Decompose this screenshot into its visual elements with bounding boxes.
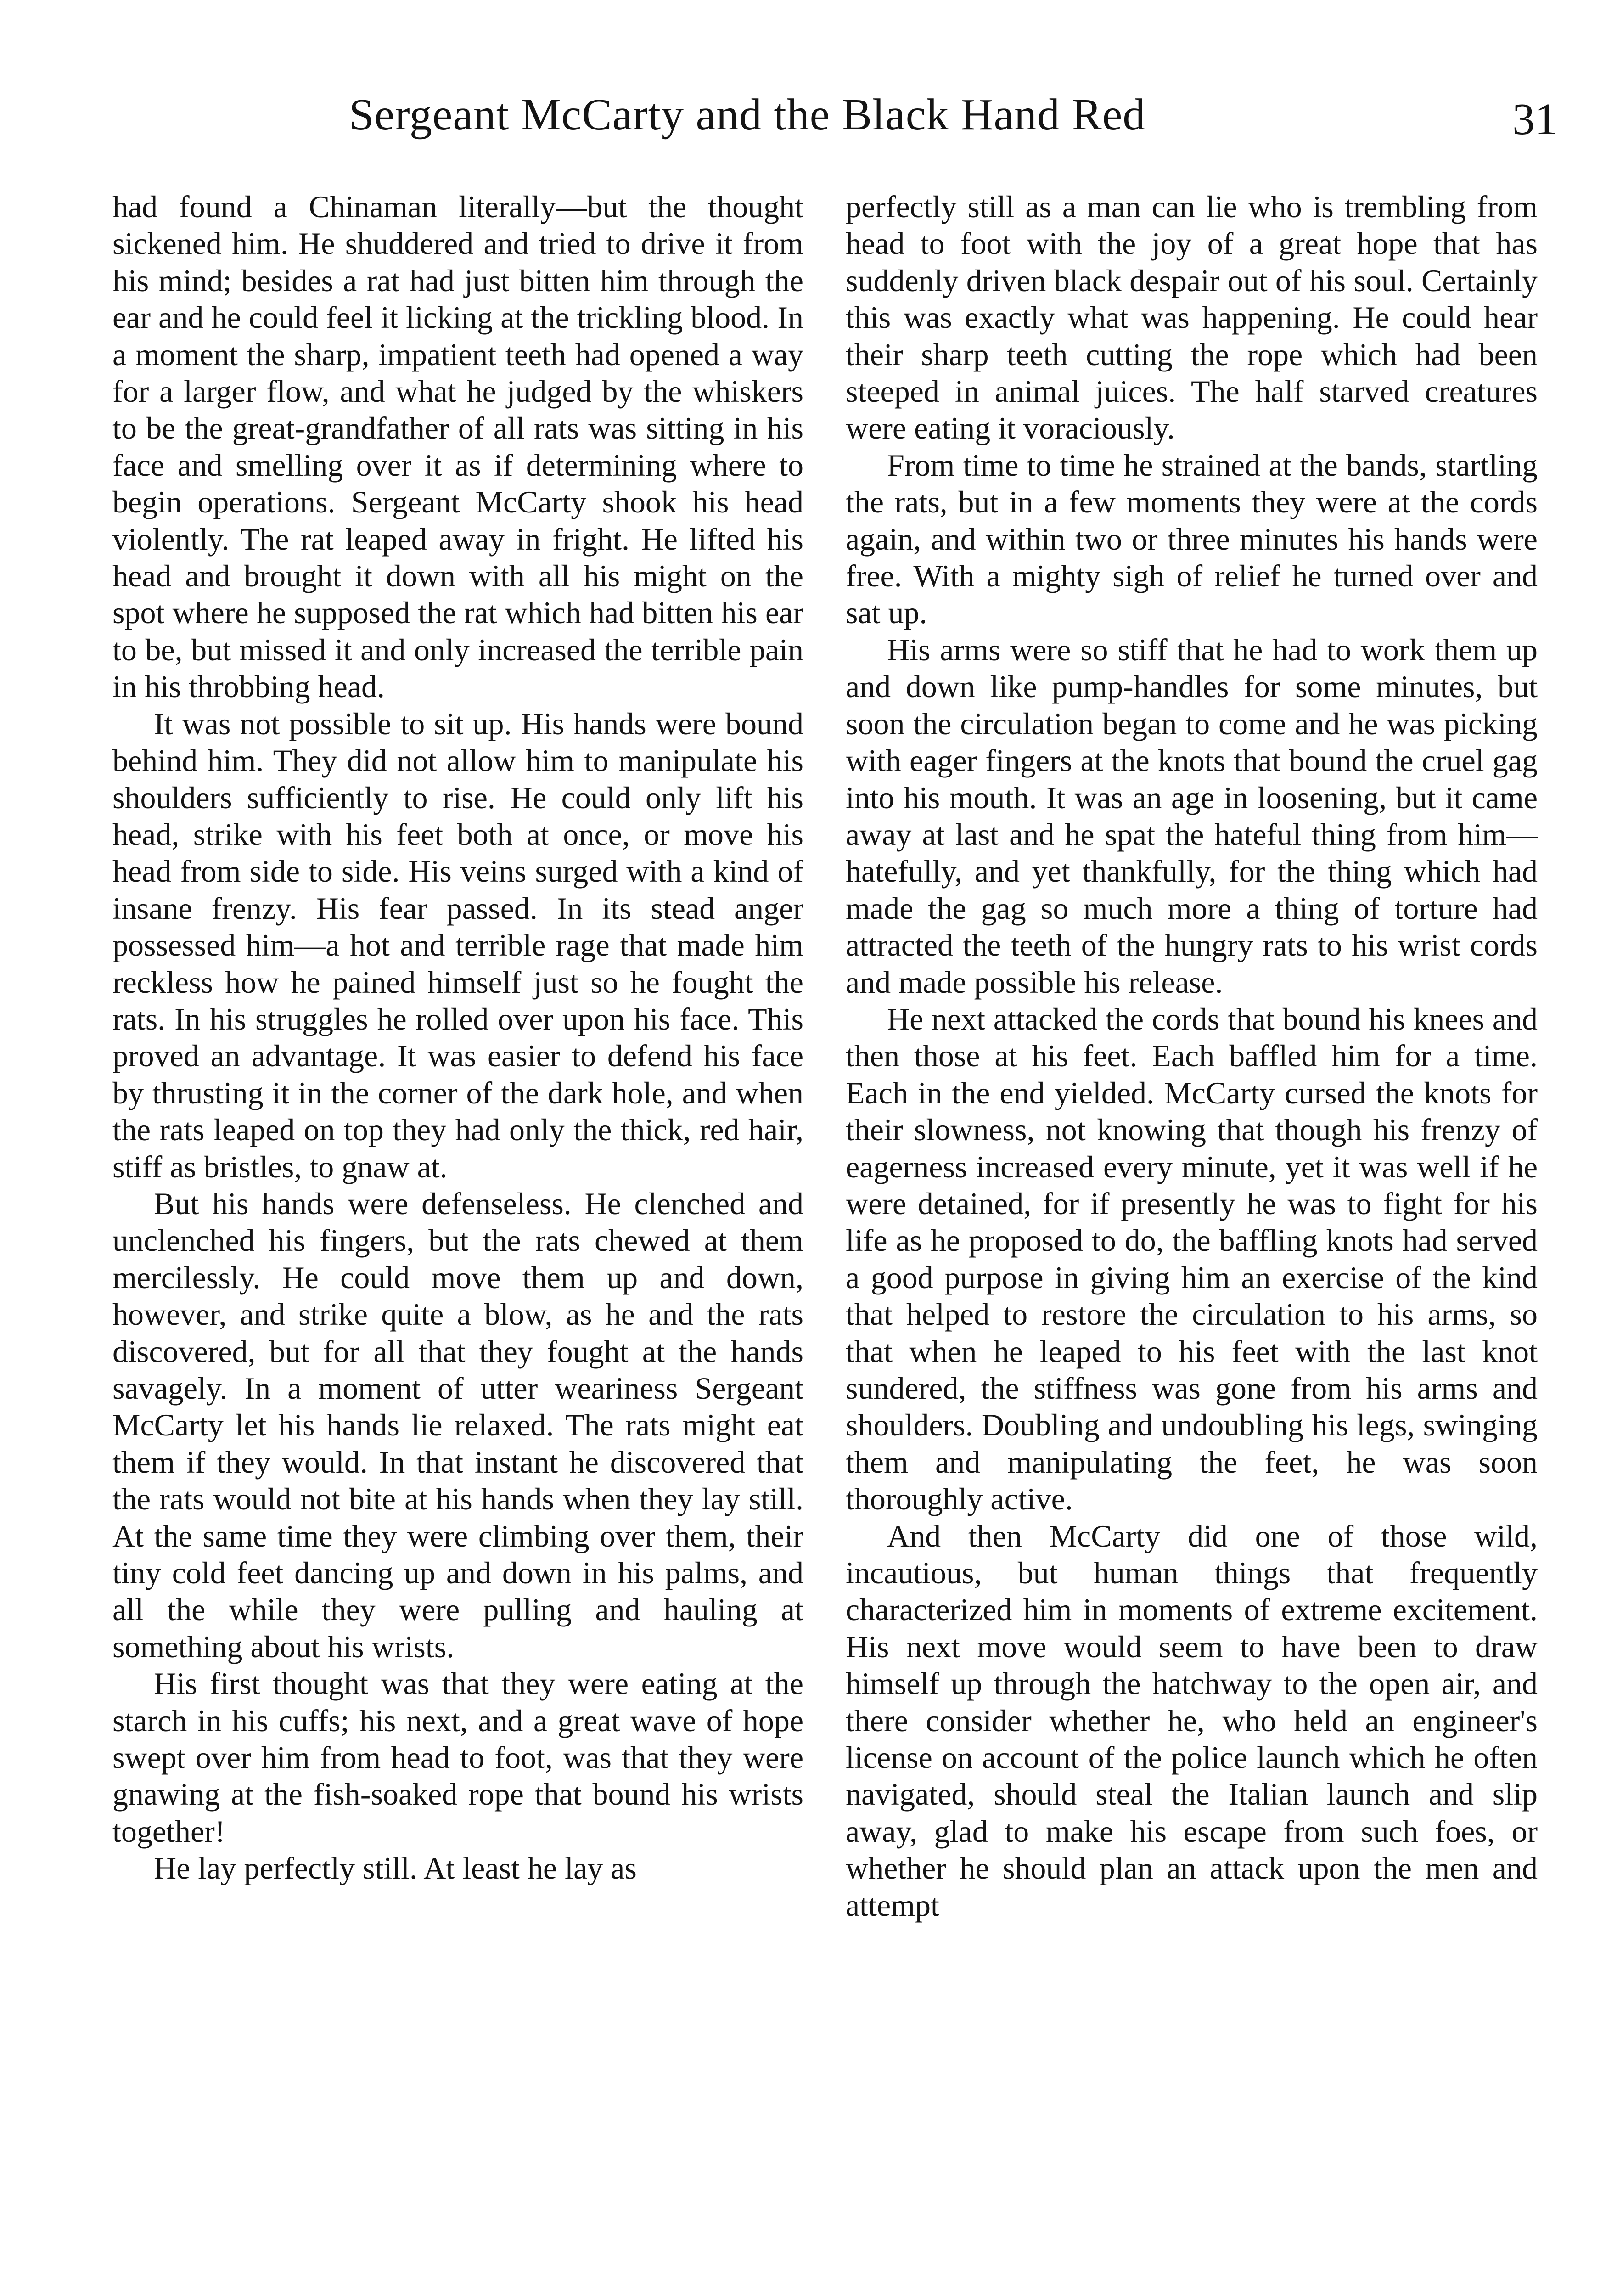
right-column: [846, 188, 1538, 1924]
paragraph: But his hands were defenseless. He clenched and unclenched his fingers, but the rats chewed at them mercilessly. He could move them up and down, however, and strike quite a blow, as he and the rats discovered, but for all that they fought at the hands savagely. In a moment of utter weariness Sergeant McCarty let his hands lie relaxed. The rats might eat them if they would. In that instant he discovered that the rats would not bite at his hands when they lay still. At the same time they were climbing over them, their tiny cold feet dancing up and down in his palms, and all the while they were pulling and hauling at something about his wrists.: [112, 1186, 803, 1664]
paragraph: His arms were so stiff that he had to work them up and down like pump-handles for some minutes, but soon the circulation began to come and he was picking with eager fingers at the knots that bound the cruel gag into his mouth. It was an age in loosening, but it came away at last and he spat the hateful thing from him—hatefully, and yet thankfully, for the thing which had made the gag so much more a thing of torture had attracted the teeth of the hungry rats to his wrist cords and made possible his release.: [846, 632, 1538, 1000]
left-column: [112, 188, 803, 1887]
paragraph: From time to time he strained at the bands, startling the rats, but in a few moments they were at the cords again, and within two or three minutes his hands were free. With a mighty sigh of relief he turned over and sat up.: [846, 447, 1538, 630]
paragraph: And then McCarty did one of those wild, incautious, but human things that frequently characterized him in moments of extreme excitement. His next move would seem to have been to draw himself up through the hatchway to the open air, and there consider whether he, who held an engineer's license on account of the police launch which he often navigated, should steal the Italian launch and slip away, glad to make his escape from such foes, or whether he should plan an attack upon the men and attempt: [846, 1518, 1538, 1923]
paragraph: had found a Chinaman literally—but the thought sickened him. He shuddered and tried to drive it from his mind; besides a rat had just bitten him through the ear and he could feel it licking at the trickling blood. In a moment the sharp, impatient teeth had opened a way for a larger flow, and what he judged by the whiskers to be the great-grandfather of all rats was sitting in his face and smelling over it as if determining where to begin operations. Sergeant McCarty shook his head violently. The rat leaped away in fright. He lifted his head and brought it down with all his might on the spot where he supposed the rat which had bitten his ear to be, but missed it and only increased the terrible pain in his throbbing head.: [112, 189, 803, 704]
running-title: Sergeant McCarty and the Black Hand Red: [349, 90, 1146, 140]
paragraph: perfectly still as a man can lie who is trembling from head to foot with the joy of a great hope that has suddenly driven black despair out of his soul. Certainly this was exactly what was happening. He could hear their sharp teeth cutting the rope which had been steeped in animal juices. The half starved creatures were eating it voraciously.: [846, 189, 1538, 446]
paragraph: His first thought was that they were eating at the starch in his cuffs; his next, and a great wave of hope swept over him from head to foot, was that they were gnawing at the fish-soaked rope that bound his wrists together!: [112, 1666, 803, 1849]
paragraph: He lay perfectly still. At least he lay as: [154, 1851, 637, 1886]
paragraph: It was not possible to sit up. His hands were bound behind him. They did not allow him to manipulate his shoulders sufficiently to rise. He could only lift his head, strike with his feet both at once, or move his head from side to side. His veins surged with a kind of insane frenzy. His fear passed. In its stead anger possessed him—a hot and terrible rage that made him reckless how he pained himself just so he fought the rats. In his struggles he rolled over upon his face. This proved an advantage. It was easier to defend his face by thrusting it in the corner of the dark hole, and when the rats leaped on top they had only the thick, red hair, stiff as bristles, to gnaw at.: [112, 706, 803, 1184]
paragraph: He next attacked the cords that bound his knees and then those at his feet. Each baffled him for a time. Each in the end yielded. McCarty cursed the knots for their slowness, not knowing that though his frenzy of eagerness increased every minute, yet it was well if he were detained, for if presently he was to fight for his life as he proposed to do, the baffling knots had served a good purpose in giving him an exercise of the kind that helped to restore the circulation to his arms, so that when he leaped to his feet with the last knot sundered, the stiffness was gone from his arms and shoulders. Doubling and undoubling his legs, swinging them and manipulating the feet, he was soon thoroughly active.: [846, 1001, 1538, 1517]
page-number: 31: [1512, 95, 1557, 144]
